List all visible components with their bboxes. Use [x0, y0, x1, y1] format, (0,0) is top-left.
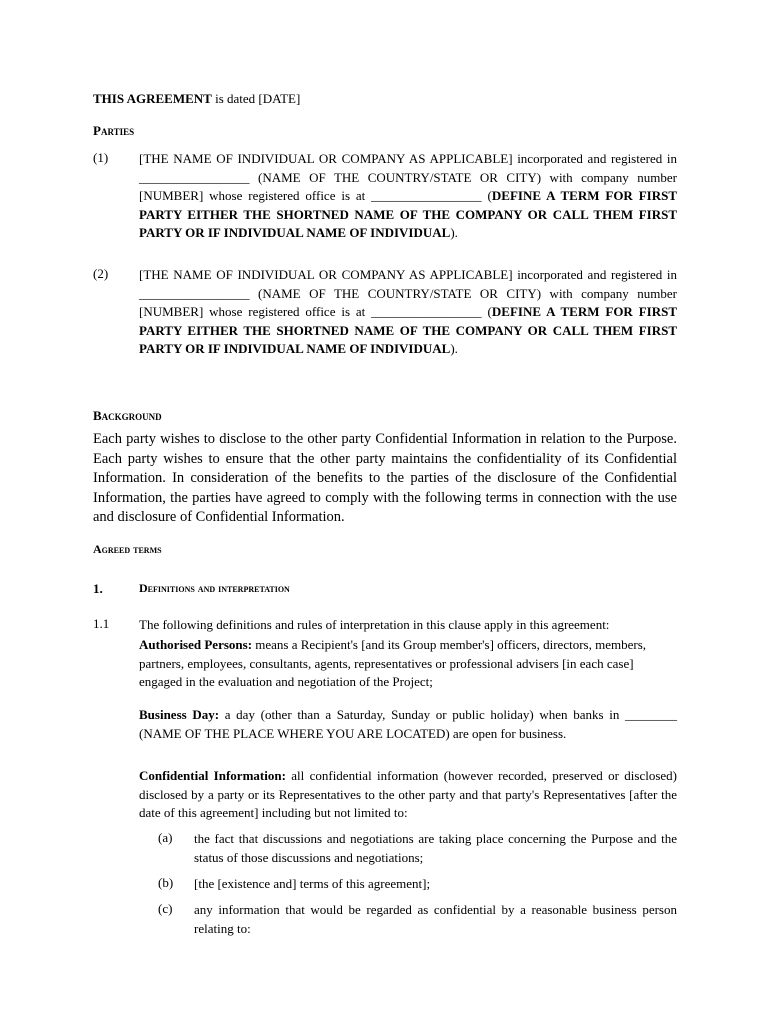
dated-text: is dated [DATE] — [211, 91, 301, 106]
confidential-information-term: Confidential Information: — [139, 768, 286, 783]
business-day-text: a day (other than a Saturday, Sunday or public holiday) when banks in ________ (NAME OF THE PLACE WHERE YOU ARE LOCATED) are open for business. — [139, 707, 677, 741]
confidential-information-text: all confidential information (however recorded, preserved or disclosed) disclosed by a party or its Representatives to the other party and that party's Representatives [after the date of this agreement] including but not limited to: — [139, 768, 677, 820]
definition-business-day — [139, 706, 677, 743]
agreed-terms-heading: Agreed terms — [93, 542, 162, 556]
party-1-definition: DEFINE A TERM FOR FIRST PARTY EITHER THE SHORTNED NAME OF THE COMPANY OR CALL THEM FIRST PARTY OR IF INDIVIDUAL NAME OF INDIVIDUAL — [139, 188, 677, 240]
party-2-text — [139, 266, 677, 359]
subitem-a-number: (a) — [158, 830, 173, 845]
party-2-definition: DEFINE A TERM FOR FIRST PARTY EITHER THE SHORTNED NAME OF THE COMPANY OR CALL THEM FIRST PARTY OR IF INDIVIDUAL NAME OF INDIVIDUAL — [139, 304, 677, 356]
party-1-description: [THE NAME OF INDIVIDUAL OR COMPANY AS APPLICABLE] incorporated and registered in _________________ (NAME OF THE COUNTRY/STATE OR CITY) with company number [NUMBER] whose registered office is at _________________ ( — [139, 151, 677, 203]
subitem-c-text: any information that would be regarded as confidential by a reasonable business person relating to: — [194, 902, 677, 936]
subitem-b-text: [the [existence and] terms of this agreement]; — [194, 876, 431, 891]
section-1-number: 1. — [93, 581, 103, 596]
definition-authorised-persons — [139, 636, 654, 692]
party-2-number: (2) — [93, 266, 109, 281]
this-agreement-label: THIS AGREEMENT — [93, 91, 212, 106]
definition-confidential-information — [139, 767, 677, 823]
subitem-a-text: the fact that discussions and negotiations are taking place concerning the Purpose and the status of those discussions and negotiations; — [194, 831, 677, 865]
subitem-b-number: (b) — [158, 875, 174, 890]
clause-1-1-number: 1.1 — [93, 616, 110, 631]
party-1-number: (1) — [93, 150, 109, 165]
authorised-persons-text: means a Recipient's [and its Group member's] officers, directors, members, partners, employees, consultants, agents, representatives or professional advisers [in each case] engaged in the evaluation and negotiation of the Project; — [139, 637, 646, 689]
business-day-term: Business Day: — [139, 707, 220, 722]
subitem-c-number: (c) — [158, 901, 173, 916]
section-1-title: Definitions and interpretation — [139, 581, 290, 595]
party-2-tail: ). — [450, 341, 458, 356]
clause-1-1-text: The following definitions and rules of interpretation in this clause apply in this agreement: — [139, 617, 610, 632]
agreement-date-line — [93, 90, 653, 109]
background-text: Each party wishes to disclose to the other party Confidential Information in relation to the Purpose. Each party wishes to ensure that the other party maintains the confidentiality of its Confidential Information. In consideration of the benefits to the parties of the disclosure of the Confidential Information, the parties have agreed to comply with the following terms in connection with the use and disclosure of Confidential Information. — [93, 431, 677, 525]
party-1-tail: ). — [450, 225, 458, 240]
authorised-persons-term: Authorised Persons: — [139, 637, 253, 652]
party-2-description: [THE NAME OF INDIVIDUAL OR COMPANY AS APPLICABLE] incorporated and registered in _________________ (NAME OF THE COUNTRY/STATE OR CITY) with company number [NUMBER] whose registered office is at _________________ ( — [139, 267, 677, 319]
parties-heading: Parties — [93, 123, 135, 138]
party-1-text — [139, 150, 677, 243]
background-heading: Background — [93, 408, 162, 423]
